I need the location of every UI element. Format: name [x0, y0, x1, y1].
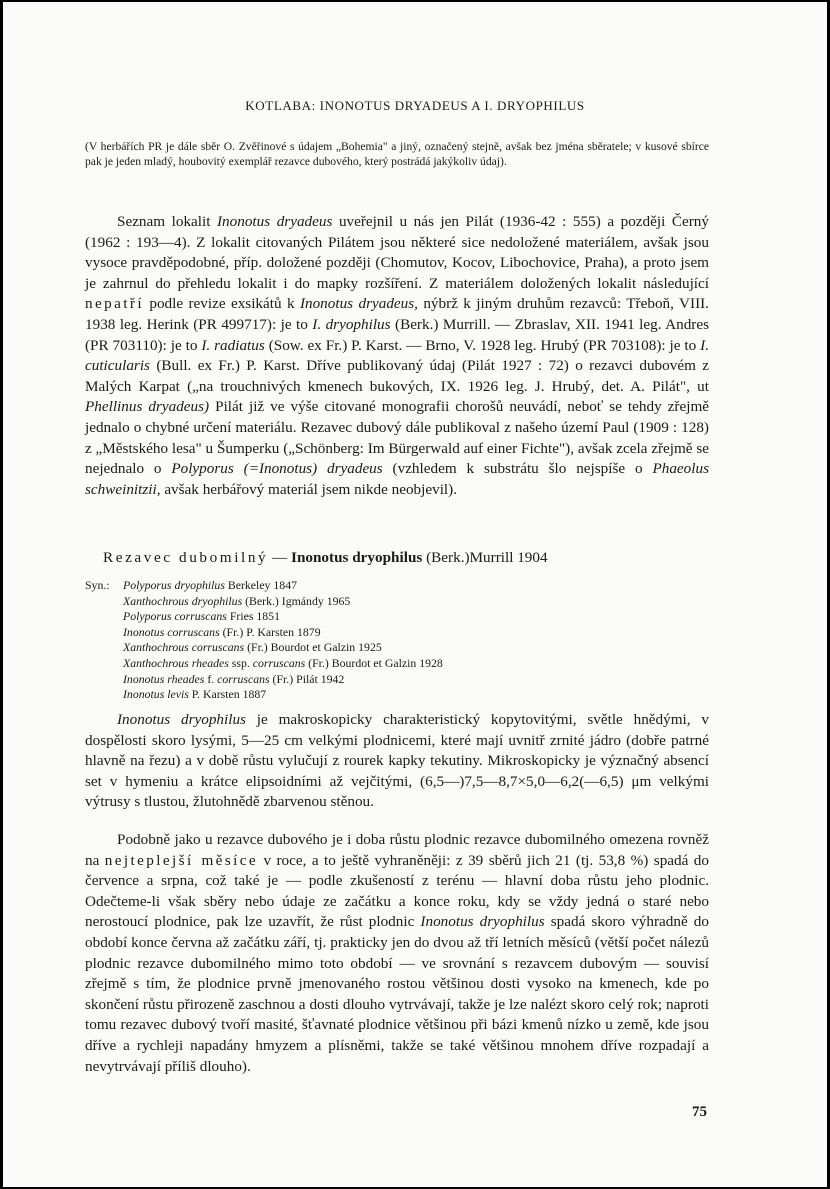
synonym-row: Xanthochrous corruscans (Fr.) Bourdot et Galzin 1925 — [123, 640, 382, 655]
synonym-list — [85, 578, 705, 703]
authority: (Berk.)Murrill 1904 — [422, 549, 548, 566]
synonym-row: Polyporus corruscans Fries 1851 — [123, 609, 280, 624]
running-header: KOTLABA: INONOTUS DRYADEUS A I. DRYOPHILUS — [245, 98, 585, 113]
scientific-name: Inonotus dryophilus — [291, 549, 423, 566]
paragraph-description: Inonotus dryophilus je makroskopicky charakteristický kopytovitými, světle hnědými, v dospělosti skoro lysými, 5—25 cm velkými plodnicemi, které mají uvnitř zrnité jádro (dobře patrné hlavně na řezu) a v době růstu vylučují z rourek kapky tekutiny. Mikroskopicky je význačný absencí set v hymeniu a krátce elipsoidními až vejčitými, (6,5—)7,5—8,7×5,0—6,2(—6,5) μm velkými výtrusy s tlustou, žlutohnědě zbarvenou stěnou. — [85, 711, 709, 811]
synonym-row: Xanthochrous rheades ssp. corruscans (Fr.) Bourdot et Galzin 1928 — [123, 655, 443, 670]
synonym-row: Inonotus rheades f. corruscans (Fr.) Pilát 1942 — [123, 671, 345, 686]
paragraph-growth-season: Podobně jako u rezavce dubového je i doba růstu plodnic rezavce dubomilného omezena rovněž na nejteplejší měsíce v roce, a to ještě vyhraněněji: z 39 sběrů jich 21 (tj. 53,8 %) spadá do července a srpna, což také je — podle zkušeností z terénu — hlavní doba růstu jeho plodnic. Odečteme-li však sběry nebo údaje ze začátku a konce roku, kdy se vždy jedná o staré nebo nerostoucí plodnice, pak lze uzavřít, že růst plodnic Inonotus dryophilus spadá skoro výhradně do období konce června až začátku září, tj. prakticky jen do dvou až tří letních měsíců (větší počet nálezů plodnic rezavce dubomilného mimo toto období — ve srovnání s rezavcem dubovým — souvisí zřejmě s tím, že plodnice prvně jmenovaného rostou většinou dosti vysoko na kmenech, kde po skončení růstu přirozeně zaschnou a dosti dlouho vytrvávají, takže je lze nalézt skoro celý rok; naproti tomu rezavec dubový tvoří masité, šťavnaté plodnice většinou při bázi kmenů nízko u země, kde jsou dříve a rychleji napadány hmyzem a plísněmi, takže se také většinou mnohem dříve rozpadají a nevytrvávají příliš dlouho). — [85, 831, 709, 1075]
synonym-row: Inonotus corruscans (Fr.) P. Karsten 1879 — [123, 624, 321, 639]
page-number: 75 — [692, 1104, 707, 1120]
synonym-row: Inonotus levis P. Karsten 1887 — [123, 687, 267, 702]
herbarium-note: (V herbářích PR je dále sběr O. Zvěřinové s údajem „Bohemia" a jiný, označený stejně, avšak bez jména sběratele; v kusové sbírce pak je jeden mladý, houbovitý exemplář rezavce dubového, který postrádá jakýkoliv údaj). — [85, 140, 709, 169]
paragraph-localities: Seznam lokalit Inonotus dryadeus uveřejnil u nás jen Pilát (1936-42 : 555) a později Černý (1962 : 193—4). Z lokalit citovaných Pilátem jsou některé sice nedoložené materiálem, avšak jsou vysoce pravděpodobné, příp. doložené později (Chomutov, Kocov, Libochovice, Praha), a proto jsem je zahrnul do přehledu lokalit i do mapky rozšíření. Z materiálem doložených lokalit následující nepatří podle revize exsikátů k Inonotus dryadeus, nýbrž k jiným druhům rezavců: Třeboň, VIII. 1938 leg. Herink (PR 499717): je to I. dryophilus (Berk.) Murrill. — Zbraslav, XII. 1941 leg. Andres (PR 703110): je to I. radiatus (Sow. ex Fr.) P. Karst. — Brno, V. 1928 leg. Hrubý (PR 703108): je to I. cuticularis (Bull. ex Fr.) P. Karst. Dříve publikovaný údaj (Pilát 1927 : 72) o rezavci dubovém z Malých Karpat („na trouchnivých kmenech bukových, IX. 1926 leg. J. Hrubý, det. A. Pilát", ut Phellinus dryadeus) Pilát již ve výše citované monografii chorošů neuvádí, neboť se tehdy zřejmě jednalo o chybné určení materiálu. Rezavec dubový dále publikoval z našeho území Paul (1909 : 128) z „Městského lesa" u Šumperku („Schönberg: Im Bürgerwald auf einer Fichte"), avšak zcela zřejmě se nejednalo o Polyporus (=Inonotus) dryadeus (vzhledem k substrátu šlo nejspíše o Phaeolus schweinitzii, avšak herbářový materiál jsem nikde neobjevil). — [85, 213, 709, 498]
czech-name: Rezavec dubomilný — [103, 549, 269, 566]
species-heading: Rezavec dubomilný — Inonotus dryophilus (Berk.)Murrill 1904 — [103, 549, 548, 566]
synonym-label: Syn.: — [85, 578, 110, 592]
synonym-row: Xanthochrous dryophilus (Berk.) Igmándy 1965 — [123, 593, 351, 608]
synonym-row: Syn.: Polyporus dryophilus Berkeley 1847 — [85, 578, 297, 592]
page — [3, 2, 827, 1187]
